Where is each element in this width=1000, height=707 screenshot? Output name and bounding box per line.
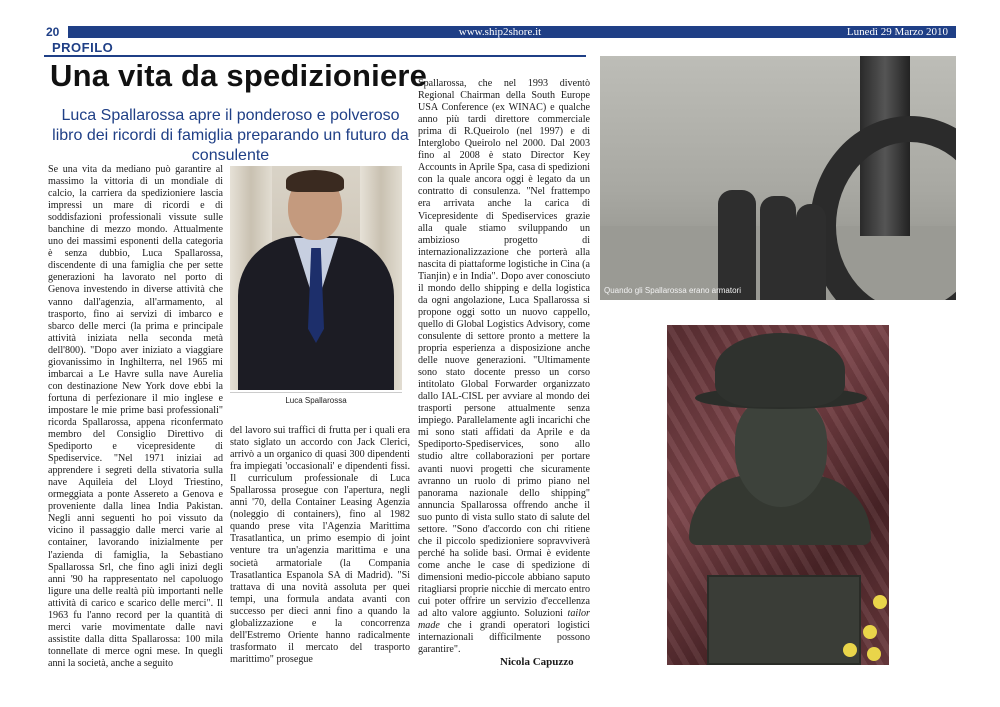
article-title: Una vita da spedizioniere [50, 58, 428, 93]
website-url[interactable]: www.ship2shore.it [458, 26, 542, 38]
portrait-caption: Luca Spallarossa [230, 392, 402, 409]
column-1 [48, 164, 223, 670]
page-number: 20 [44, 26, 68, 38]
column-3-end: che i grandi operatori logistici internazionali difficilmente possono garantire". [418, 620, 590, 656]
column-3-text [418, 78, 590, 656]
column-1-text: Se una vita da mediano può garantire al massimo la vittoria di un mondiale di calcio, la carriera da spedizioniere lascia impressi un mare di ricordi e di soddisfazioni professionali vissute sulle banchine di mezzo mondo. Attualmente uno dei massimi esponenti della categoria è senza dubbio, Luca Spallarossa, discendente di una famiglia che per sette generazioni ha lavorato nel porto di Genova investendo in diverse attività che vanno dall'agenzia, all'armamento, al trasporto, fino ai servizi di imbarco e sbarco delle merci (la prima e principale attività iniziata nella seconda metà dell'800). "Dopo aver iniziato a viaggiare giovanissimo in Inghilterra, nel 1965 mi imbarcai a Le Havre sulla nave Aurelia con destinazione New York dove ebbi la fortuna di perfezionare il mio inglese e impostare le mie prime basi professionali" ricorda Spallarossa, appena riconfermato membro del Consiglio Direttivo di Spediporto e vicepresidente di Spediservice. "Nel 1971 iniziai ad apprendere i segreti della stivatoria sulla nave Aquileia del Lloyd Triestino, ormeggiata a ponte Assereto a Genova e proveniente dalla linea India Pakistan. Negli anni seguenti ho poi vissuto da vicino il passaggio dalle merci varie al container, lavorando inizialmente per l'azienda di famiglia, la Sebastiano Spallarossa Srl, che fino agli inizi degli anni '90 ha rappresentato nel capoluogo ligure una delle realtà più importanti nelle attività di carico e scarico delle merci". Il 1963 fu l'anno record per la quantità di merci varie movimentate dalle navi assistite dalla ditta Spallarossa: 100 mila tonnellate di merce ogni mese. In quegli anni la società, anche a seguito [48, 164, 223, 669]
column-3-italic: tailor made [418, 608, 590, 632]
dock-caption: Quando gli Spallarossa erano armatori [604, 286, 741, 295]
column-3 [418, 78, 590, 656]
section-label: PROFILO [52, 40, 114, 55]
column-3-main: Spallarossa, che nel 1993 diventò Regional Chairman della South Europe USA Conference (ex WINAC) e qualche anno più tardi direttore commerciale prima di R.Queirolo (nel 1997) e di Interglobo Queirolo nel 2000. Dal 2003 fino al 2008 è stato Director Key Accounts in Aprile Spa, casa di spedizioni con la quale ancora oggi è legato da un contratto di consulenza. "Nel frattempo era arrivata anche la carica di Vicepresidente di Spediservices grazie alla quale stiamo sviluppando un ambizioso progetto di internazionalizzazione che porterà alla nascita di piattaforme logistiche in Cina (a Tianjin) e in India". Dopo aver conosciuto il mondo dello shipping e della logistica da ogni angolazione, Luca Spallarossa si propone oggi sotto un nuovo cappello, quello di Global Logistics Advisory, come consulente di settore pronto a mettere la propria esperienza a disposizione anche delle nuove generazioni. "Ultimamente sono stato docente presso un corso intitolato Global Forwarder organizzato dallo IAL-CISL per avviare al mondo dei trasporti persone attualmente senza impiego. Parallelamente agli incarichi che mi sono stati affidati da Aprile e da Spediporto-Spediservices, sono allo studio altre collaborazioni per portare avanti nuovi progetti che sicuramente avranno un ruolo di primo piano nel panorama nazionale dello shipping" annuncia Spallarossa offrendo anche il suo punto di vista sullo stato di salute del settore. "Sono d'accordo con chi ritiene che il piccolo spedizioniere sopravviverà perché ha solide basi. Ormai è evidente come anche le case di spedizione di dimensioni medio-piccole abbiano saputo ritagliarsi proprie nicchie di mercato entro cui poter offrire un servizio d'eccellenza ad alto valore aggiunto. Soluzioni [418, 78, 590, 620]
author-byline: Nicola Capuzzo [500, 656, 574, 668]
historic-dock-photo [600, 56, 956, 300]
section-rule [44, 55, 586, 57]
bronze-bust-photo [667, 325, 889, 665]
column-2 [230, 425, 410, 666]
issue-date: Lunedì 29 Marzo 2010 [846, 26, 948, 38]
article-subtitle: Luca Spallarossa apre il ponderoso e polveroso libro dei ricordi di famiglia preparando un futuro da consulente [52, 107, 409, 164]
portrait-photo [230, 166, 402, 390]
column-2-text: del lavoro sui traffici di frutta per i quali era stato siglato un accordo con Jack Clerici, arrivò a un organico di quasi 300 dipendenti fra impiegati 'occasionali' e dipendenti fissi. Il curriculum professionale di Luca Spallarossa prosegue con l'apertura, negli anni '70, della Container Leasing Agenzia (noleggio di containers), fino al 1982 quando prese vita l'Agenzia Marittima Trasatlantica, un primo esempio di joint venture tra un'agenzia marittima e una società armatoriale (la Compania Trasatlantica Espanola SA di Madrid). "Si trattava di una novità assoluta per quei tempi, una formula andata avanti con successo per dieci anni fino a quando la globalizzazione e la concorrenza dell'Estremo Oriente hanno radicalmente trasformato il mercato del trasporto marittimo" prosegue [230, 425, 410, 665]
header-bar [44, 26, 956, 38]
